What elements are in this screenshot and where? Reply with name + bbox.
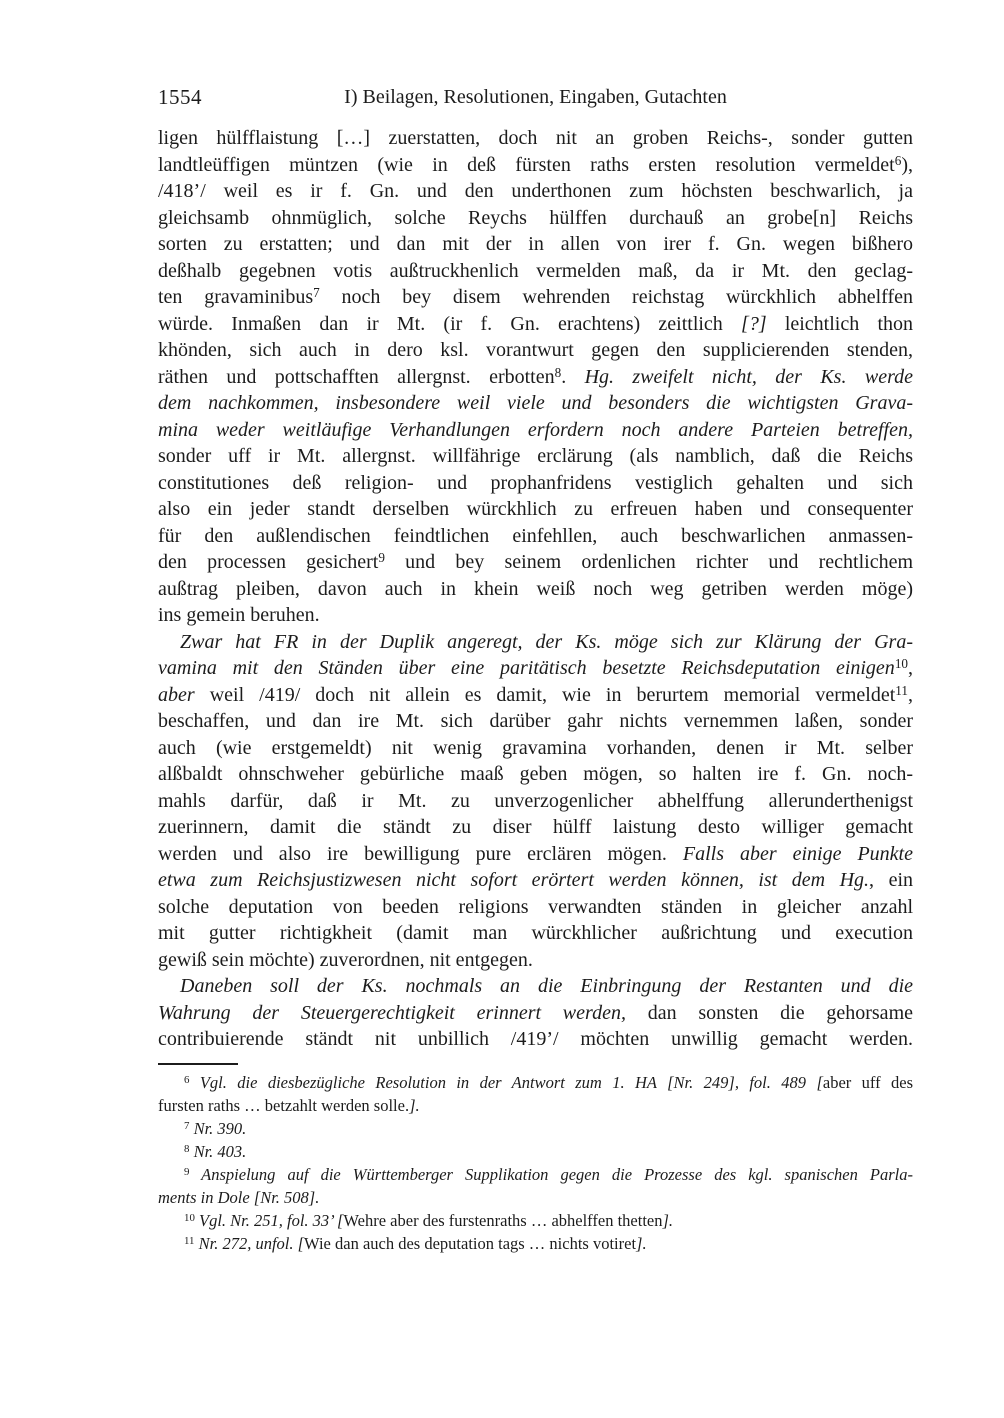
text-line — [158, 470, 913, 497]
text-line — [158, 1094, 913, 1117]
footnote — [158, 1071, 913, 1117]
italic-text-run: ]. — [636, 1233, 647, 1253]
italic-text-run: Zwar hat FR in der Duplik angeregt, der Ks. möge sich zur Klärung der Gra- — [180, 630, 913, 653]
text-run: aber uff des — [822, 1072, 913, 1092]
text-run: landtleüffigen müntzen (wie in deß fürsten raths ersten resolution vermeldet — [158, 153, 895, 176]
text-line — [158, 549, 913, 576]
text-run: ins gemein beruhen. — [158, 604, 320, 626]
footnote-marker: 7 — [184, 1119, 190, 1132]
italic-text-run: mina weder weitläufige Verhandlungen erfordern noch andere Parteien betreffen, — [158, 418, 913, 441]
italic-text-run: Vgl. Nr. 251, fol. 33’ [ — [194, 1210, 344, 1230]
footnote — [158, 1163, 913, 1209]
text-run: würde. Inmaßen dan ir Mt. (ir f. Gn. erachtens) zeittlich — [158, 312, 742, 335]
italic-text-run: Nr. 272, unfol. [ — [194, 1233, 305, 1253]
text-line — [158, 417, 913, 444]
italic-text-run: dem nachkommen, insbesondere weil viele und besonders die wichtigsten Grava- — [158, 392, 913, 414]
text-run: leichtlich thon — [766, 312, 913, 335]
text-run: werden und also ire bewilligung pure erclären mögen. — [158, 842, 683, 865]
text-line — [158, 841, 913, 868]
text-line — [158, 629, 913, 656]
text-line — [158, 1140, 913, 1163]
text-run: sorten zu erstatten; und dan mit der in allen von irer f. Gn. wegen bißhero — [158, 233, 913, 255]
footnote-marker: 6 — [894, 152, 902, 168]
text-line — [158, 1071, 913, 1094]
italic-text-run: Nr. 403. — [189, 1141, 247, 1161]
italic-text-run: [?] — [741, 312, 767, 335]
text-run: zuerinnern, damit die ständt zu diser hülff laistung desto williger gemacht — [158, 816, 913, 838]
text-run: Wie dan auch des deputation tags … nichts votiret — [304, 1233, 637, 1253]
footnote-marker: 10 — [894, 656, 908, 672]
italic-text-run: Anspielung auf die Württemberger Supplikation gegen die Prozesse des kgl. spanischen Parla- — [189, 1164, 913, 1184]
text-line — [158, 655, 913, 682]
text-line — [158, 947, 913, 974]
text-line — [158, 1026, 913, 1053]
italic-text-run: Nr. 390. — [189, 1118, 247, 1138]
footnote-marker: 11 — [895, 682, 908, 698]
footnote-marker: 8 — [184, 1142, 190, 1155]
italic-text-run: Wahrung der Steuergerechtigkeit erinnert werden, — [158, 1001, 626, 1024]
footnote-marker: 9 — [184, 1165, 190, 1178]
footnotes — [158, 1071, 913, 1255]
running-head: I) Beilagen, Resolutionen, Eingaben, Gutachten — [344, 86, 727, 108]
text-run: den processen gesichert — [158, 551, 379, 573]
text-run: gewiß sein möchte) zuverordnen, nit entgegen. — [158, 948, 533, 971]
text-run: . — [561, 365, 585, 388]
text-line — [158, 735, 913, 762]
page-header — [158, 84, 913, 111]
paragraph — [158, 125, 913, 629]
footnote-marker: 10 — [184, 1211, 195, 1224]
italic-text-run: Vgl. die diesbezügliche Resolution in der Antwort zum 1. HA [Nr. 249], fol. 489 [ — [189, 1072, 823, 1092]
italic-text-run: ]. — [662, 1210, 674, 1230]
text-line — [158, 867, 913, 894]
text-line — [158, 1209, 913, 1232]
text-line — [158, 1186, 913, 1209]
paragraph — [158, 629, 913, 974]
text-line — [158, 231, 913, 258]
italic-text-run: Falls aber einige Punkte — [682, 842, 913, 865]
text-line — [158, 894, 913, 921]
text-run: fursten raths … betzahlt werden solle. — [158, 1095, 410, 1115]
footnote — [158, 1117, 913, 1140]
text-run: Wehre aber des furstenraths … abhelffen thetten — [343, 1210, 663, 1230]
footnote — [158, 1232, 913, 1255]
text-run: ligen hülfflaistung […] zuerstatten, doch nit an groben Reichs-, sonder gutten — [158, 127, 913, 149]
text-line — [158, 205, 913, 232]
italic-text-run: ]. — [409, 1095, 420, 1115]
text-run: und bey seinem ordenlichen richter und rechtlichem — [384, 551, 913, 573]
text-run: noch bey disem wehrenden reichstag würckhlich abhelffen — [319, 286, 913, 308]
text-run: dan sonsten die gehorsame — [625, 1001, 913, 1024]
text-run: alßbaldt ohnschweher gebürliche maaß geben mögen, so halten ire f. Gn. noch- — [158, 763, 913, 785]
italic-text-run: vamina mit den Ständen über eine paritätisch besetzte Reichsdeputation einigen — [158, 657, 895, 679]
text-line — [158, 920, 913, 947]
footnote-marker: 9 — [378, 550, 385, 566]
text-run: gleichsamb ohnmüglich, solche Reychs hülffen durchauß an grobe[n] Reichs — [158, 206, 913, 229]
text-line — [158, 1232, 913, 1255]
text-run: für den außlendischen feindtlichen einfehllen, auch beschwarlichen anmassen- — [158, 524, 913, 547]
text-run: außtrag pleiben, davon auch in khein weiß noch weg getriben werden möge) — [158, 577, 913, 600]
text-line — [158, 443, 913, 470]
text-line — [158, 152, 913, 179]
text-line — [158, 788, 913, 815]
text-line — [158, 708, 913, 735]
text-line — [158, 364, 913, 391]
text-line — [158, 1000, 913, 1027]
text-line — [158, 576, 913, 603]
italic-text-run: ments in Dole [Nr. 508]. — [158, 1187, 320, 1207]
text-run: mahls darfür, daß ir Mt. zu unverzogenlicher abhelffung allerunderthenigst — [158, 789, 913, 812]
text-run: , — [908, 657, 913, 679]
text-line — [158, 602, 913, 629]
italic-text-run: etwa zum Reichsjustizwesen nicht sofort erörtert werden können, ist dem Hg. — [158, 869, 870, 891]
text-run: , — [908, 683, 913, 706]
footnote-marker: 7 — [313, 285, 320, 301]
text-line — [158, 125, 913, 152]
text-run: /418’/ weil es ir f. Gn. und den underthonen zum höchsten beschwarlich, ja — [158, 180, 913, 202]
page-number: 1554 — [158, 85, 202, 109]
text-line — [158, 311, 913, 338]
text-run: ten gravaminibus — [158, 286, 314, 308]
text-line — [158, 973, 913, 1000]
text-run: khönden, sich auch in dero ksl. vorantwurt gegen den supplicierenden stenden, — [158, 339, 913, 361]
text-line — [158, 1117, 913, 1140]
text-line — [158, 337, 913, 364]
italic-text-run: Hg. zweifelt nicht, der Ks. werde — [584, 365, 913, 388]
paragraph — [158, 973, 913, 1053]
footnote-separator — [158, 1063, 238, 1065]
text-run: deßhalb gegebnen votis außtruckhenlich vermelden maß, da ir Mt. den geclag- — [158, 259, 913, 282]
text-run: weil /419/ doch nit allein es damit, wie in berurtem memorial vermeldet — [209, 683, 896, 706]
text-run: beschaffen, und dan ire Mt. sich darüber gahr nichts vernemmen laßen, sonder — [158, 710, 913, 732]
text-line — [158, 178, 913, 205]
text-line — [158, 523, 913, 550]
text-line — [158, 1163, 913, 1186]
footnote-marker: 6 — [184, 1073, 190, 1086]
text-run: solche deputation von beeden religions verwandten ständen in gleicher anzahl — [158, 895, 913, 918]
text-line — [158, 284, 913, 311]
text-run: also ein jeder standt derselben würckhlich zu erfreuen haben und consequenter — [158, 498, 913, 520]
text-run: constitutiones deß religion- und prophanfridens vestiglich gehalten und sich — [158, 471, 913, 494]
footnote — [158, 1140, 913, 1163]
text-line — [158, 390, 913, 417]
text-line — [158, 761, 913, 788]
text-line — [158, 258, 913, 285]
text-run: contribuierende ständt nit unbillich /419’/ möchten unwillig gemacht werden. — [158, 1028, 913, 1050]
text-run: sonder uff ir Mt. allergnst. willfährige erclärung (als namblich, daß die Reichs — [158, 445, 913, 467]
text-run: räthen und pottschafften allergnst. erbotten — [158, 365, 555, 388]
text-run: auch (wie erstgemeldt) nit wenig gravamina vorhanden, denen ir Mt. selber — [158, 736, 913, 759]
italic-text-run: Daneben soll der Ks. nochmals an die Einbringung der Restanten und die — [180, 975, 913, 997]
text-line — [158, 682, 913, 709]
text-line — [158, 496, 913, 523]
footnote-marker: 11 — [184, 1234, 195, 1247]
text-run: ), — [901, 153, 913, 176]
italic-text-run: aber — [158, 683, 210, 706]
text-line — [158, 814, 913, 841]
text-run: mit gutter richtigkheit (damit man würckhlicher außrichtung und execution — [158, 922, 913, 944]
footnote-marker: 8 — [554, 364, 562, 380]
text-run: , ein — [869, 869, 913, 891]
footnote — [158, 1209, 913, 1232]
body-text — [158, 125, 913, 1053]
